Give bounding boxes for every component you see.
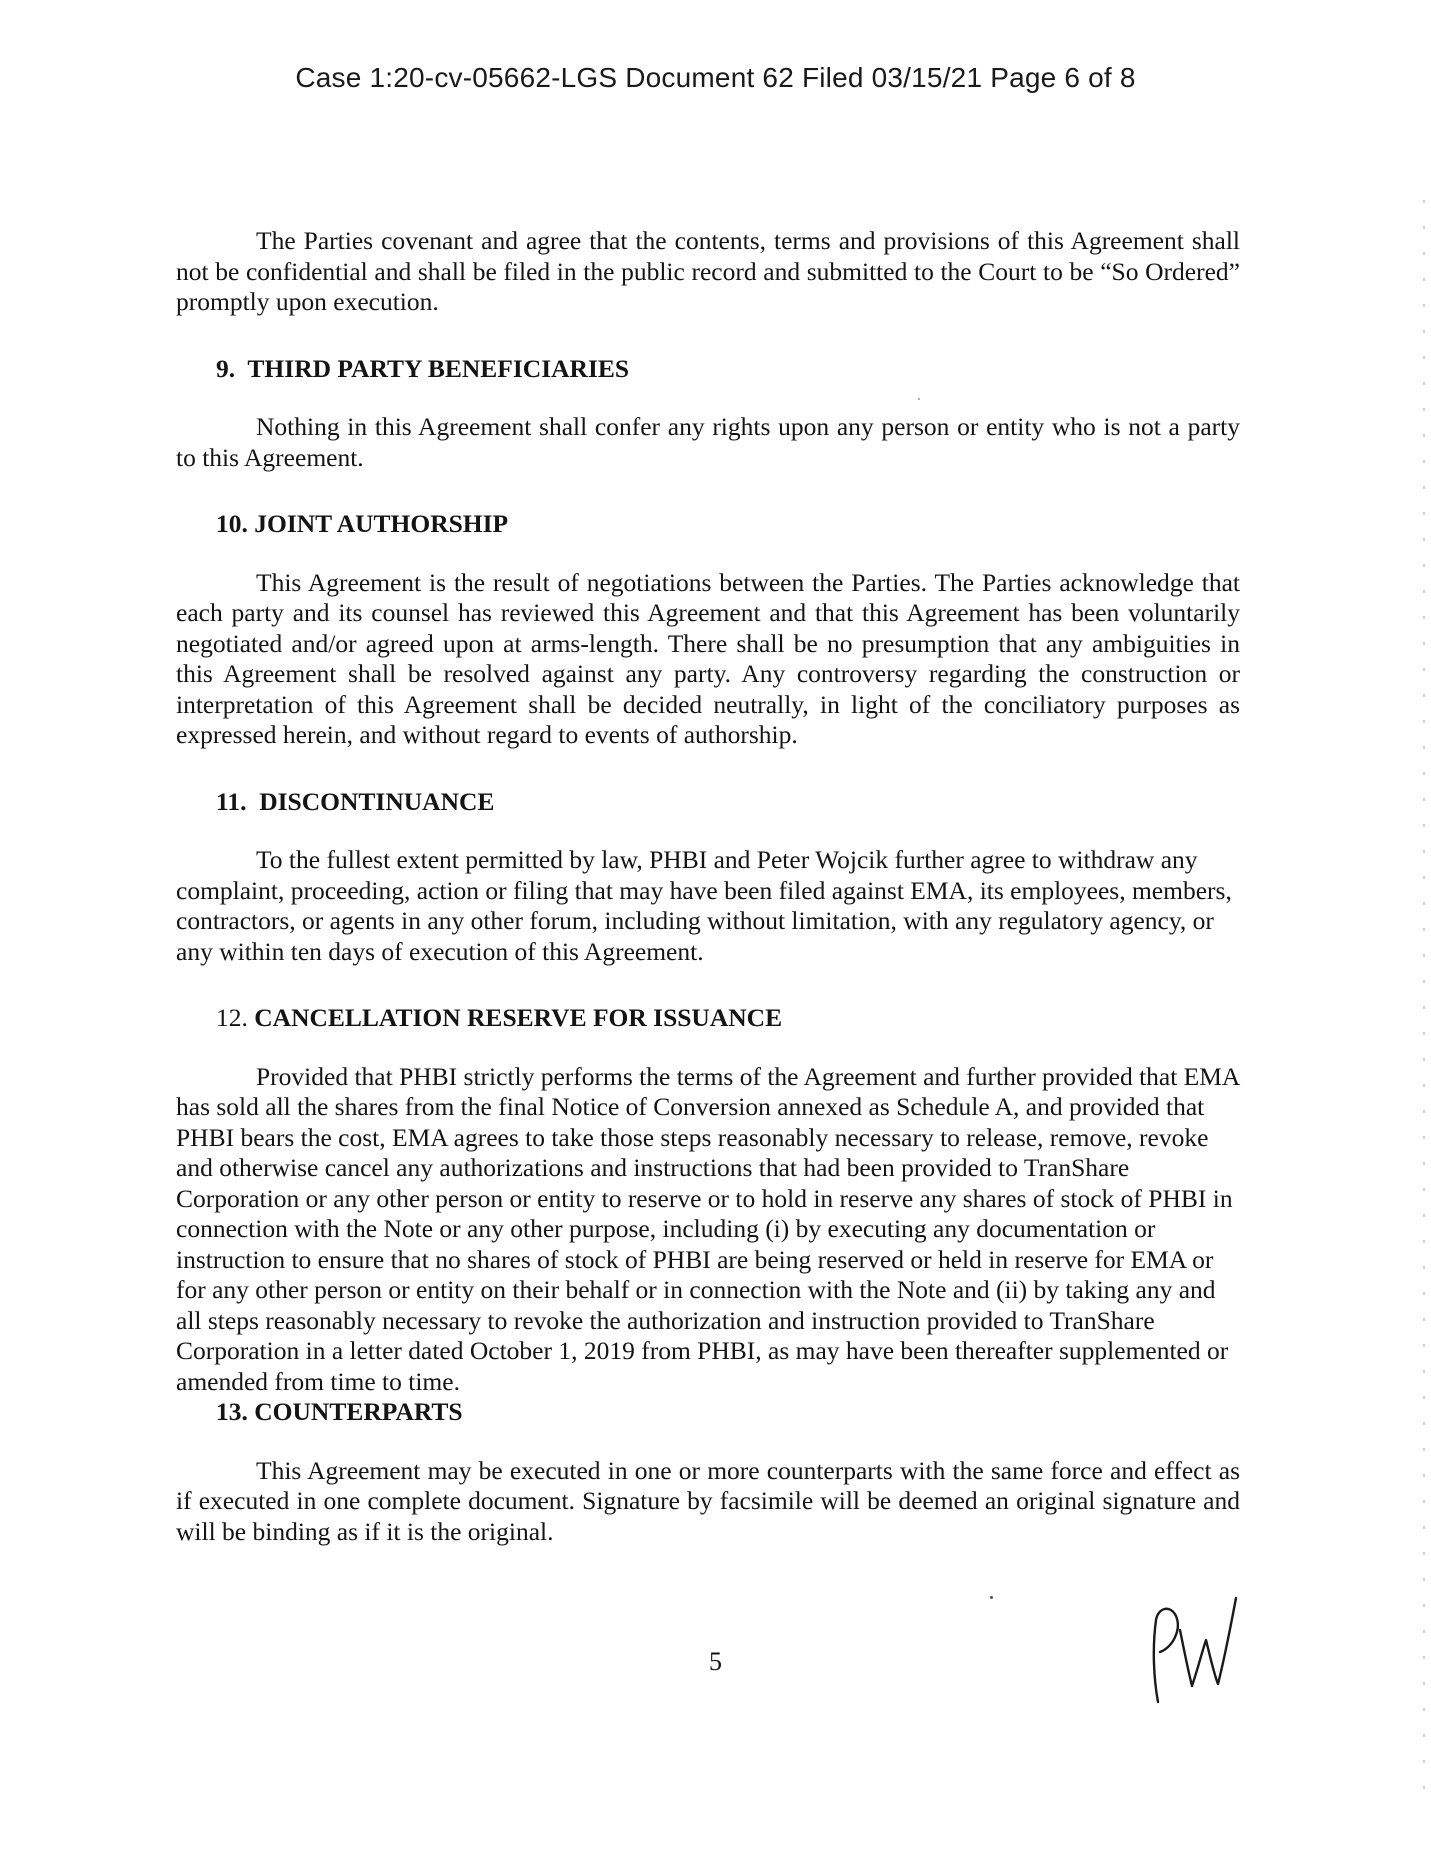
section-number: 10. bbox=[216, 509, 248, 538]
section-paragraph-discontinuance: To the fullest extent permitted by law, PHBI and Peter Wojcik further agree to withdraw any complaint, proceeding, action or filing that may have been filed against EMA, its employees, members, contractors, or agents in any other forum, including without limitation, with any regulatory agency, or any within ten days of execution of this Agreement. bbox=[176, 845, 1232, 966]
section-heading-cancellation-reserve bbox=[176, 1003, 1240, 1034]
section-number: 9. bbox=[216, 353, 236, 383]
intro-paragraph: The Parties covenant and agree that the contents, terms and provisions of this Agreement shall not be confidential and shall be filed in the public record and submitted to the Court to be “So Ordered” promptly upon execution. bbox=[176, 226, 1240, 316]
section-title: THIRD PARTY BENEFICIARIES bbox=[247, 353, 630, 383]
section-paragraph-joint-authorship: This Agreement is the result of negotiations between the Parties. The Parties acknowledge that each party and its counsel has reviewed this Agreement and that this Agreement has been voluntarily negotiated and/or agreed upon at arms-length. There shall be no presumption that any ambiguities in this Agreement shall be resolved against any party. Any controversy regarding the construction or interpretation of this Agreement shall be decided neutrally, in light of the conciliatory purposes as expressed herein, and without regard to events of authorship. bbox=[176, 567, 1240, 749]
scan-speck bbox=[990, 1596, 993, 1599]
section-title: CANCELLATION RESERVE FOR ISSUANCE bbox=[254, 1003, 783, 1032]
section-paragraph-cancellation-reserve: Provided that PHBI strictly performs the terms of the Agreement and further provided that EMA has sold all the shares from the final Notice of Conversion annexed as Schedule A, and provided that PHBI bears the cost, EMA agrees to take those steps reasonably necessary to release, remove, revoke and otherwise cancel any authorizations and instructions that had been provided to TranShare Corporation or any other person or entity to reserve or to hold in reserve any shares of stock of PHBI in connection with the Note or any other purpose, including (i) by executing any documentation or instruction to ensure that no shares of stock of PHBI are being reserved or held in reserve for EMA or for any other person or entity on their behalf or in connection with the Note and (ii) by taking any and all steps reasonably necessary to revoke the authorization and instruction provided to TranShare Corporation in a letter dated October 1, 2019 from PHBI, as may have been thereafter supplemented or amended from time to time. bbox=[176, 1061, 1239, 1396]
section-title: DISCONTINUANCE bbox=[259, 786, 495, 816]
section-heading-discontinuance bbox=[176, 787, 1240, 818]
section-title: JOINT AUTHORSHIP bbox=[254, 509, 509, 538]
page-number: 5 bbox=[709, 1647, 722, 1676]
case-header: Case 1:20-cv-05662-LGS Document 62 Filed 03/15/21 Page 6 of 8 bbox=[295, 62, 1136, 93]
section-number: 11. bbox=[216, 786, 247, 816]
section-number: 13. bbox=[216, 1397, 248, 1426]
scan-speck bbox=[918, 398, 920, 400]
section-heading-joint-authorship bbox=[176, 509, 1240, 540]
scan-edge-marks bbox=[1423, 200, 1425, 1800]
section-heading-counterparts bbox=[176, 1397, 1240, 1428]
agreement-body bbox=[176, 226, 1240, 1547]
section-number: 12. bbox=[216, 1003, 248, 1032]
section-heading-third-party-beneficiaries bbox=[176, 354, 1240, 385]
section-title: COUNTERPARTS bbox=[254, 1397, 463, 1426]
section-paragraph-counterparts: This Agreement may be executed in one or more counterparts with the same force and effect as if executed in one complete document. Signature by facsimile will be deemed an original signature and will be binding as if it is the original. bbox=[176, 1455, 1240, 1546]
handwritten-initials bbox=[1140, 1590, 1250, 1710]
section-paragraph-third-party-beneficiaries: Nothing in this Agreement shall confer any rights upon any person or entity who is not a party to this Agreement. bbox=[176, 412, 1240, 472]
